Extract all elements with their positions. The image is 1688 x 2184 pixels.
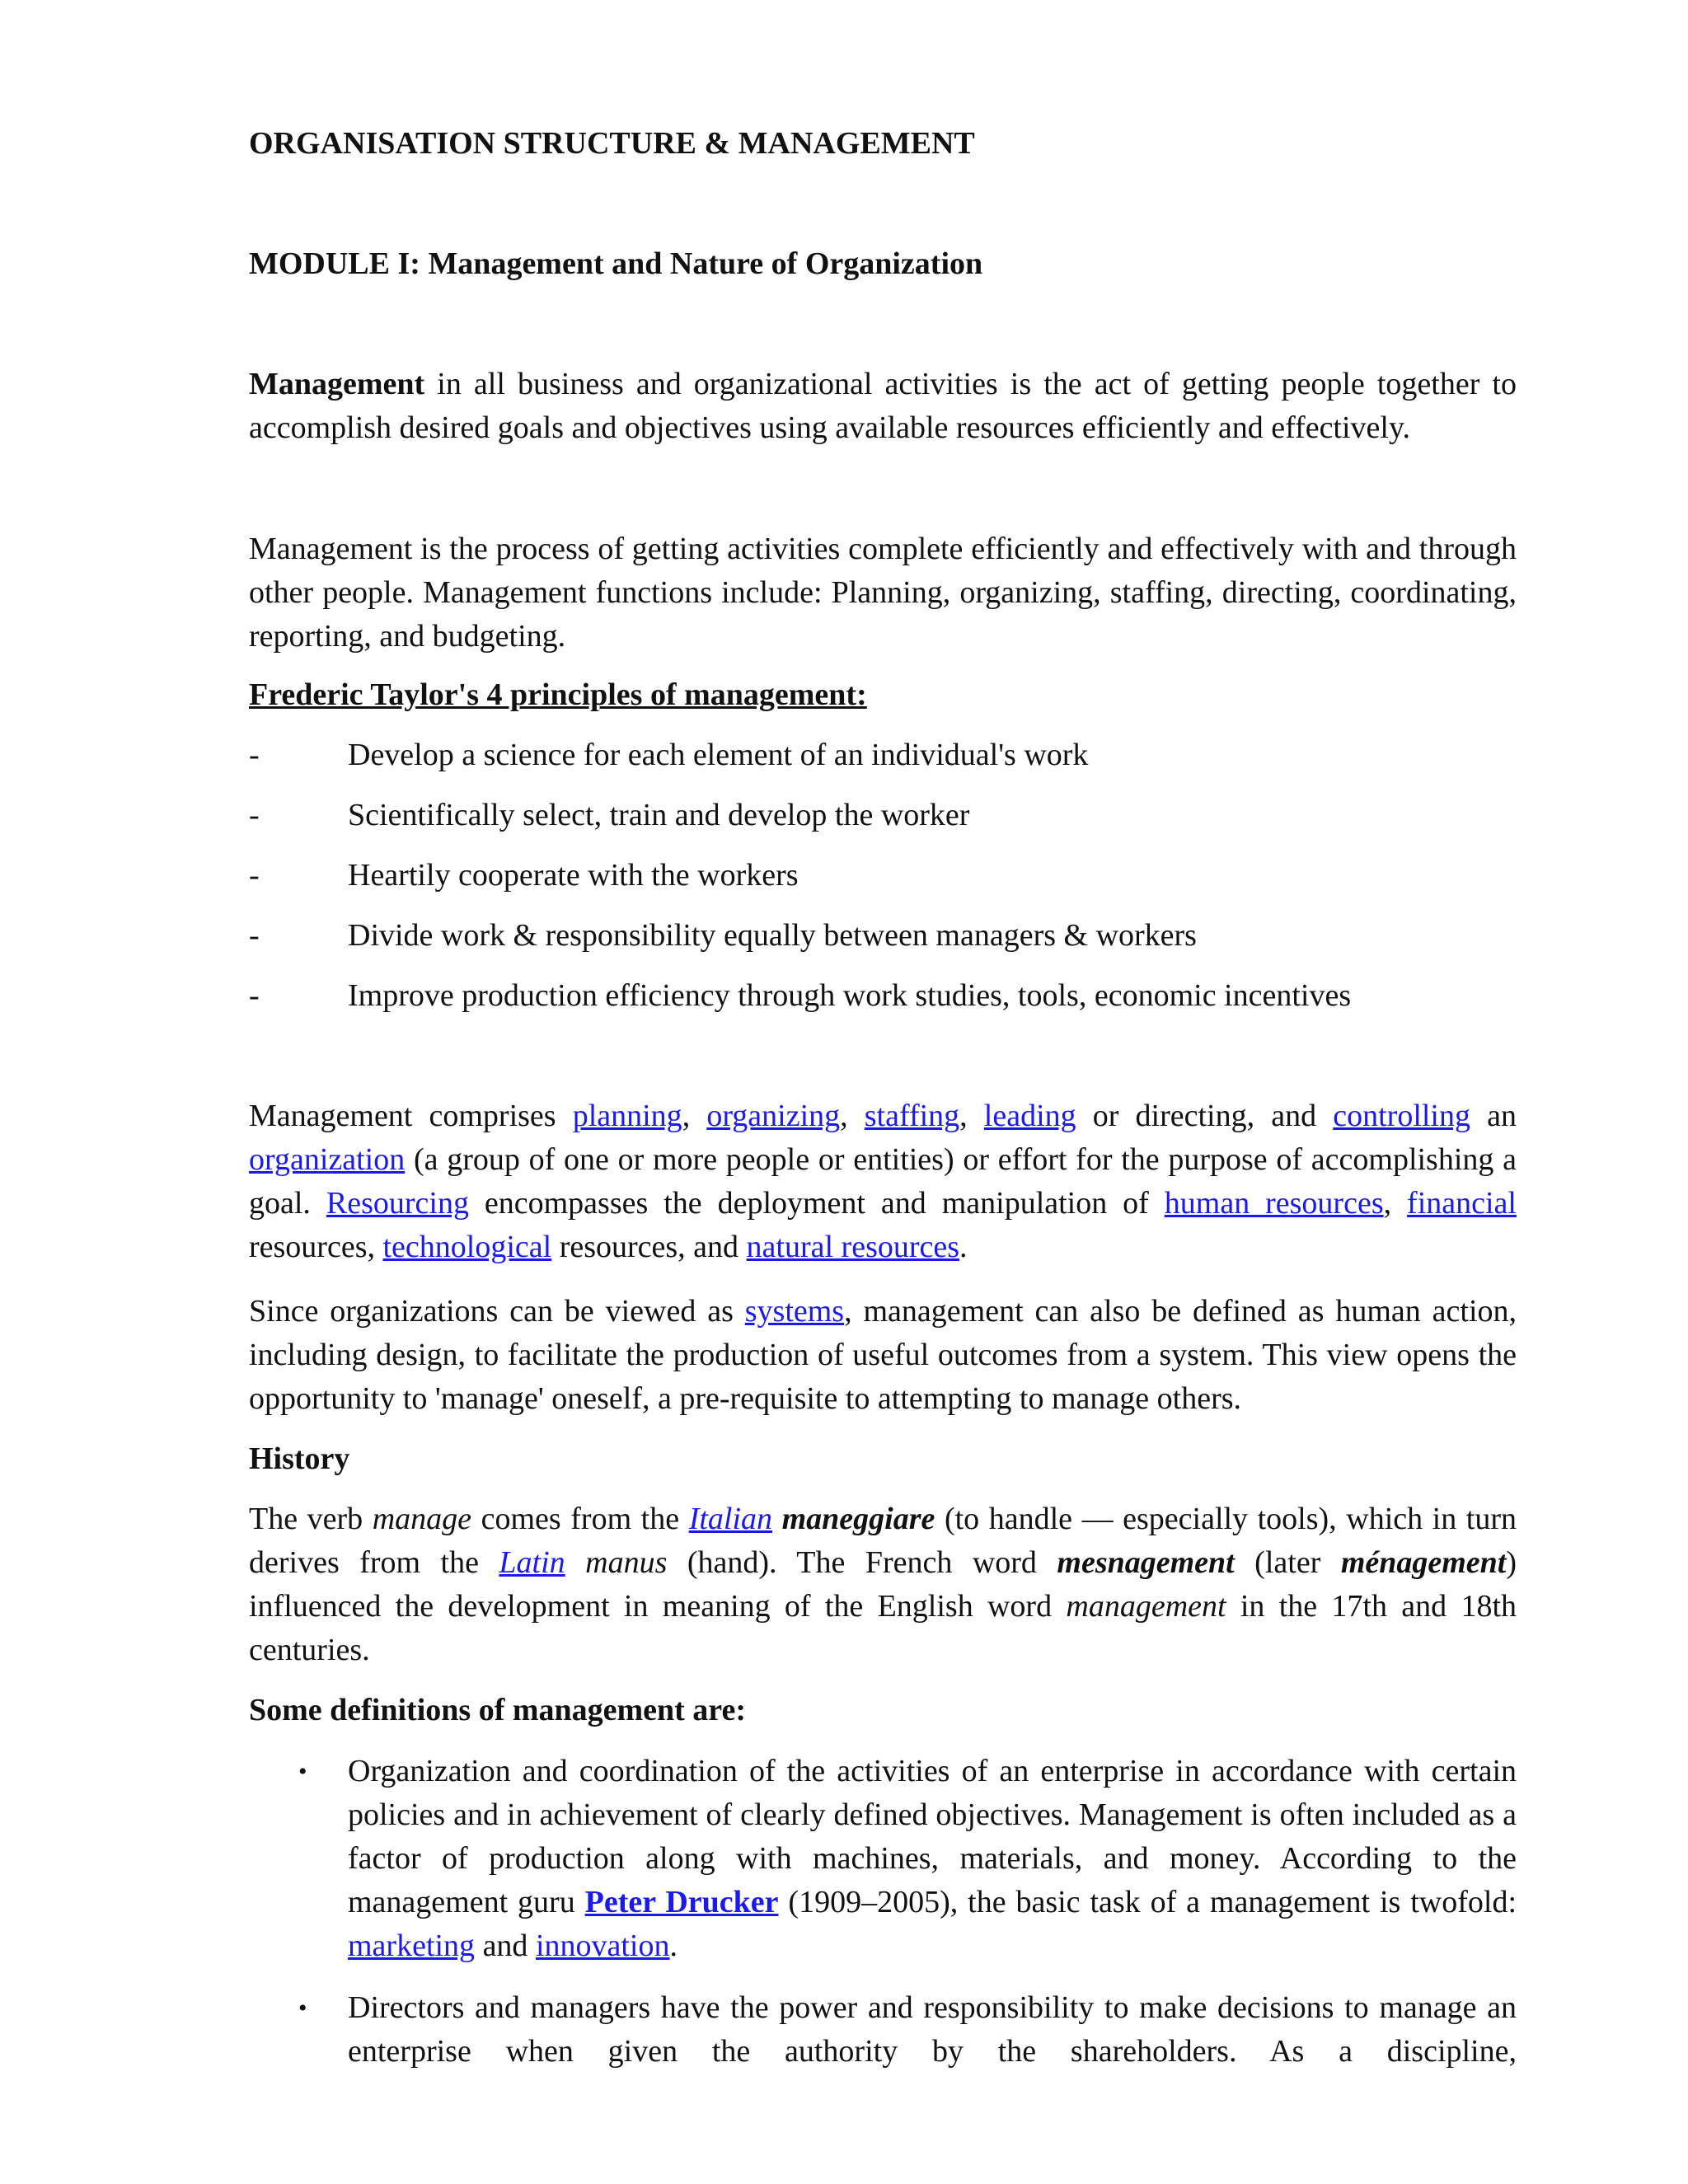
paragraph-management-definition: Management in all business and organizational activities is the act of getting people together to accomplish desired goals and objectives using available resources efficiently and effectively. — [249, 367, 1517, 445]
paragraph-management-process: Management is the process of getting activities complete efficiently and effectively with and through other people. Management functions include: Planning, organizing, staffing, directing, coordinating, reporting, and budgeting. — [249, 532, 1517, 654]
link-latin[interactable]: Latin — [499, 1545, 565, 1580]
link-systems[interactable]: systems — [744, 1294, 845, 1329]
link-organizing[interactable]: organizing — [706, 1099, 841, 1133]
term-management: Management — [249, 367, 425, 401]
dash-marker: - — [249, 918, 260, 953]
list-item: - Improve production efficiency through work studies, tools, economic incentives — [249, 974, 1517, 1018]
link-natural-resources[interactable]: natural resources — [746, 1230, 960, 1264]
link-innovation[interactable]: innovation — [535, 1929, 670, 1963]
dash-marker: - — [249, 738, 260, 772]
list-item: - Scientifically select, train and develop the worker — [249, 794, 1517, 837]
dash-marker: - — [249, 798, 260, 832]
taylor-heading: Frederic Taylor's 4 principles of management: — [249, 677, 867, 712]
link-marketing[interactable]: marketing — [348, 1929, 476, 1963]
link-resourcing[interactable]: Resourcing — [326, 1186, 469, 1221]
history-heading: History — [249, 1441, 350, 1476]
link-peter-drucker[interactable]: Peter Drucker — [584, 1885, 779, 1919]
list-item: - Heartily cooperate with the workers — [249, 854, 1517, 898]
definition-item-text: Directors and managers have the power and responsibility to make decisions to manage an enterprise when given the authority by the shareholders. As a discipline, — [348, 1990, 1517, 2069]
list-item: - Develop a science for each element of an individual's work — [249, 733, 1517, 777]
link-organization[interactable]: organization — [249, 1142, 406, 1177]
dash-marker: - — [249, 978, 260, 1013]
definitions-heading: Some definitions of management are: — [249, 1693, 747, 1727]
paragraph-management-comprises: Management comprises planning, organizing, staffing, leading or directing, and controlling an organization (a group of one or more people or entities) or effort for the purpose of accomplishing a goal. Resourcing encompasses the deployment and manipulation of human resources, financial resources, technological resources, and natural resources. — [249, 1099, 1517, 1264]
paragraph-systems: Since organizations can be viewed as systems, management can also be defined as human action, including design, to facilitate the production of useful outcomes from a system. This view opens the opportunity to 'manage' oneself, a pre-requisite to attempting to manage others. — [249, 1294, 1517, 1416]
link-technological[interactable]: technological — [382, 1230, 552, 1264]
module-heading: MODULE I: Management and Nature of Organization — [249, 246, 983, 281]
definition-item-text: Organization and coordination of the activities of an enterprise in accordance with certain policies and in achievement of clearly defined objectives. Management is often included as a factor of production along with machines, materials, and money. According to the management guru Peter Drucker (1909–2005), the basic task of a management is twofold: marketing and innovation. — [348, 1754, 1517, 1963]
link-staffing[interactable]: staffing — [864, 1099, 960, 1133]
document-title: ORGANISATION STRUCTURE & MANAGEMENT — [249, 126, 975, 161]
link-financial[interactable]: financial — [1407, 1186, 1517, 1221]
dash-marker: - — [249, 858, 260, 893]
list-item — [249, 1986, 1517, 2074]
link-planning[interactable]: planning — [572, 1099, 682, 1133]
list-item: - Divide work & responsibility equally between managers & workers — [249, 914, 1517, 958]
bullet-marker: • — [298, 1994, 307, 2022]
link-human-resources[interactable]: human resources — [1164, 1186, 1384, 1221]
list-item — [249, 1750, 1517, 1968]
paragraph-history: The verb manage comes from the Italian maneggiare (to handle — especially tools), which in turn derives from the Latin manus (hand). The French word mesnagement (later ménagement) influenced the development in meaning of the English word management in the 17th and 18th centuries. — [249, 1502, 1517, 1667]
bullet-marker: • — [298, 1758, 307, 1785]
link-italian[interactable]: Italian — [688, 1502, 773, 1536]
link-leading[interactable]: leading — [983, 1099, 1076, 1133]
link-controlling[interactable]: controlling — [1333, 1099, 1470, 1133]
